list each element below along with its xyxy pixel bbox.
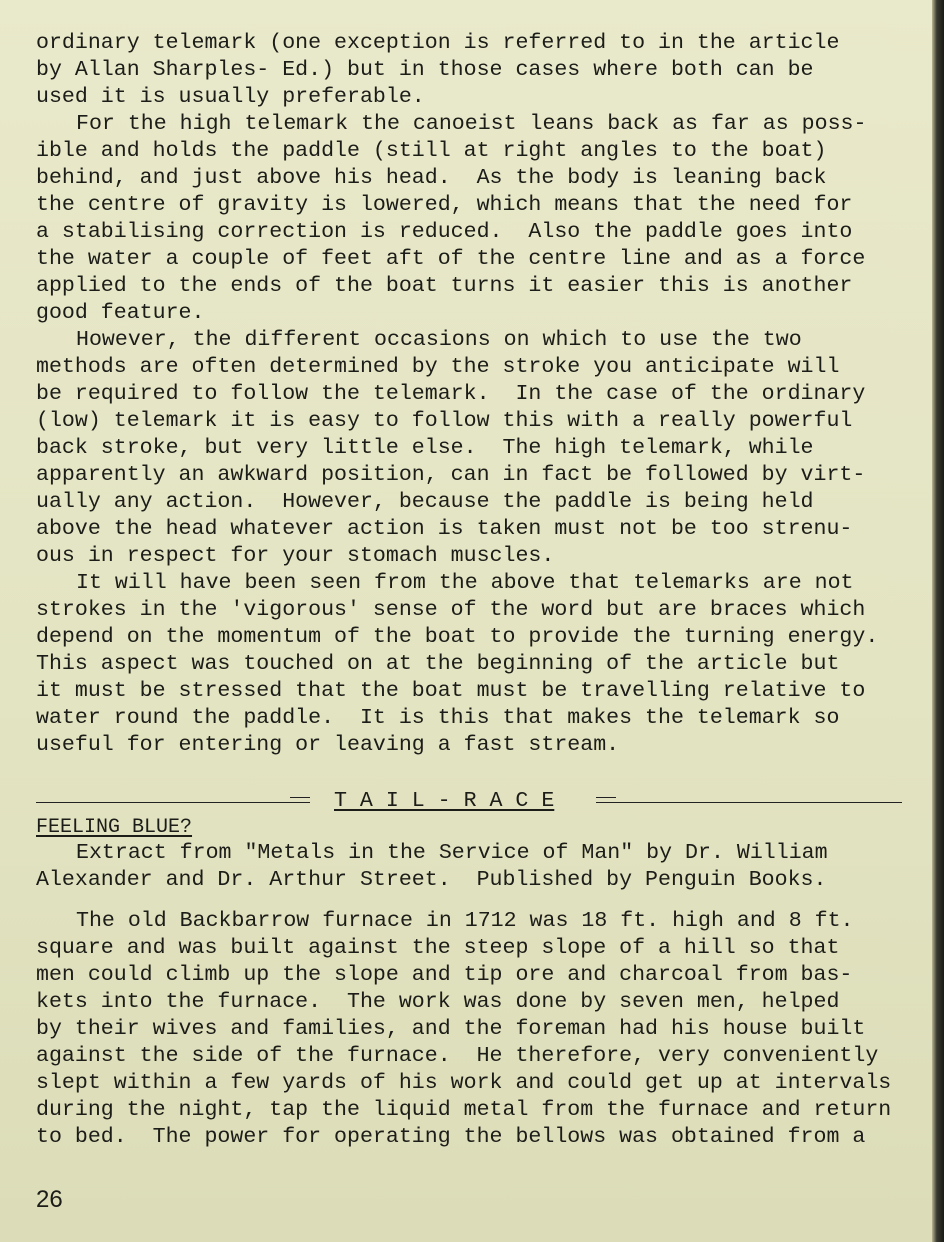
article-line: ordinary telemark (one exception is referred to in the article (36, 31, 840, 55)
tailrace-line: against the side of the furnace. He therefore, very conveniently (36, 1044, 879, 1068)
tailrace-line: The old Backbarrow furnace in 1712 was 18 ft. high and 8 ft. (76, 909, 854, 933)
tailrace-line: square and was built against the steep slope of a hill so that (36, 936, 840, 960)
article-line: the centre of gravity is lowered, which means that the need for (36, 193, 853, 217)
tailrace-line: slept within a few yards of his work and could get up at intervals (36, 1071, 892, 1095)
tailrace-line: by their wives and families, and the foreman had his house built (36, 1017, 866, 1041)
article-line: It will have been seen from the above that telemarks are not (76, 571, 854, 595)
tailrace-line: kets into the furnace. The work was done by seven men, helped (36, 990, 840, 1014)
article-line: a stabilising correction is reduced. Also the paddle goes into (36, 220, 853, 244)
article-line: by Allan Sharples- Ed.) but in those cases where both can be (36, 58, 814, 82)
separator-rule-right (596, 802, 902, 803)
article-line: above the head whatever action is taken must not be too strenu- (36, 517, 853, 541)
tailrace-line: men could climb up the slope and tip ore and charcoal from bas- (36, 963, 853, 987)
article-line: used it is usually preferable. (36, 85, 425, 109)
article-line: behind, and just above his head. As the body is leaning back (36, 166, 827, 190)
tailrace-line: to bed. The power for operating the bellows was obtained from a (36, 1125, 866, 1149)
article-line: However, the different occasions on which to use the two (76, 328, 802, 352)
tailrace-heading: FEELING BLUE? (36, 816, 193, 839)
separator-rule-left (36, 802, 310, 803)
article-line: useful for entering or leaving a fast stream. (36, 733, 620, 757)
article-line: it must be stressed that the boat must be travelling relative to (36, 679, 866, 703)
binding-shadow (932, 0, 944, 1242)
article-line: (low) telemark it is easy to follow this with a really powerful (36, 409, 853, 433)
article-line: strokes in the 'vigorous' sense of the word but are braces which (36, 598, 866, 622)
article-line: applied to the ends of the boat turns it easier this is another (36, 274, 853, 298)
article-line: This aspect was touched on at the beginning of the article but (36, 652, 840, 676)
article-line: ible and holds the paddle (still at right angles to the boat) (36, 139, 827, 163)
source-line: Extract from "Metals in the Service of Man" by Dr. William (76, 841, 828, 865)
article-line: good feature. (36, 301, 205, 325)
section-title: T A I L - R A C E (334, 789, 555, 813)
article-line: ually any action. However, because the paddle is being held (36, 490, 814, 514)
article-line: apparently an awkward position, can in fact be followed by virt- (36, 463, 866, 487)
article-line: be required to follow the telemark. In the case of the ordinary (36, 382, 866, 406)
article-line: the water a couple of feet aft of the centre line and as a force (36, 247, 866, 271)
article-line: methods are often determined by the stroke you anticipate will (36, 355, 840, 379)
article-line: For the high telemark the canoeist leans back as far as poss- (76, 112, 867, 136)
article-line: back stroke, but very little else. The high telemark, while (36, 436, 814, 460)
article-line: water round the paddle. It is this that makes the telemark so (36, 706, 840, 730)
article-line: depend on the momentum of the boat to provide the turning energy. (36, 625, 879, 649)
page-number: 26 (36, 1186, 63, 1213)
article-line: ous in respect for your stomach muscles. (36, 544, 555, 568)
source-line: Alexander and Dr. Arthur Street. Published by Penguin Books. (36, 868, 827, 892)
tailrace-line: during the night, tap the liquid metal from the furnace and return (36, 1098, 892, 1122)
